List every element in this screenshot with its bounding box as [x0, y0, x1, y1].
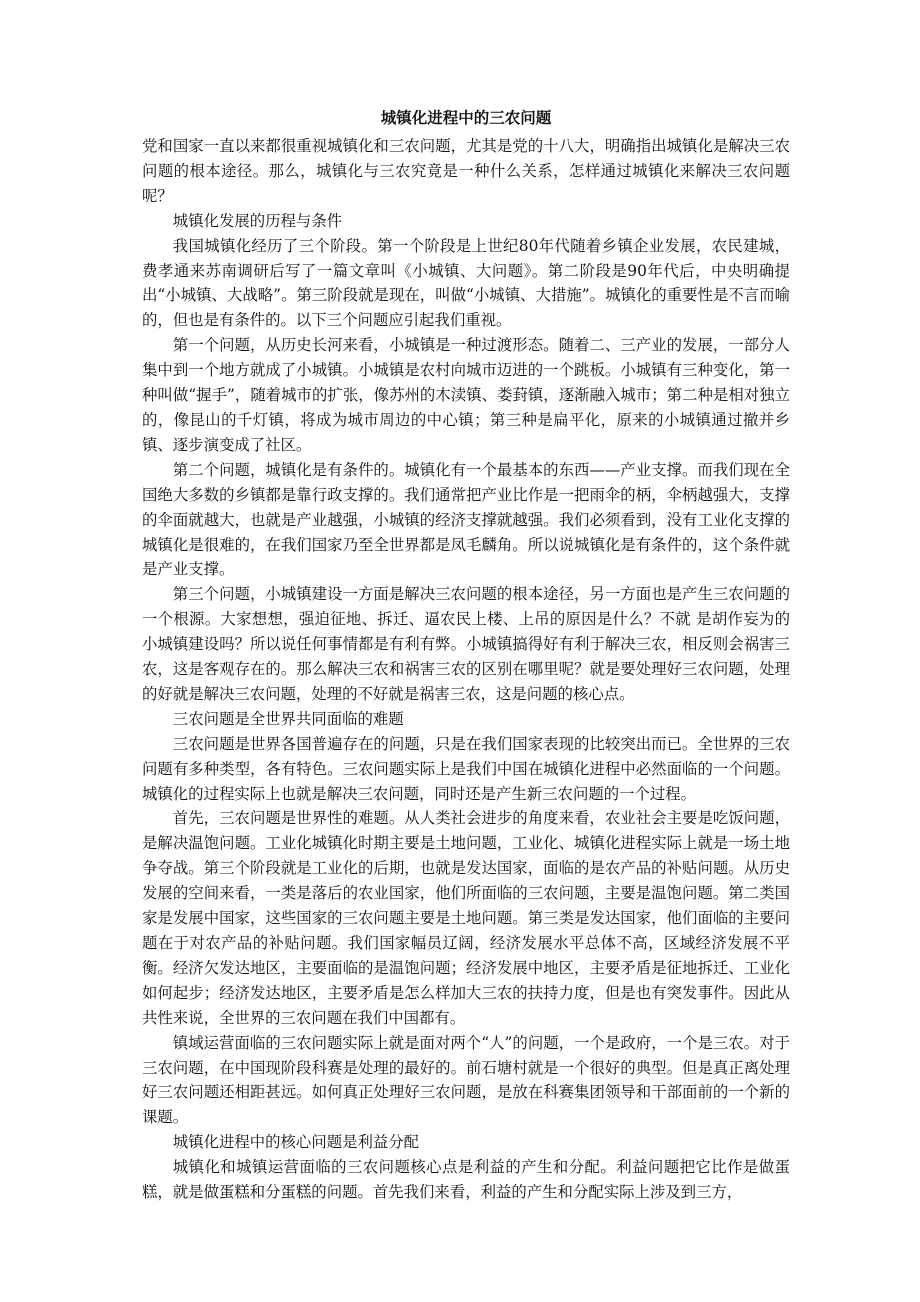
paragraph-stages: 我国城镇化经历了三个阶段。第一个阶段是上世纪80年代随着乡镇企业发展，农民建城，费孝通来苏南调研后写了一篇文章叫《小城镇、大问题》。第二阶段是90年代后，中央明确提出“小城镇、大战略”。第三阶段就是现在，叫做“小城镇、大措施”。城镇化的重要性是不言而喻的，但也是有条件的。以下三个问题应引起我们重视。: [142, 236, 790, 330]
paragraph-second-issue: 第二个问题，城镇化是有条件的。城镇化有一个最基本的东西——产业支撑。而我们现在全国绝大多数的乡镇都是靠行政支撑的。我们通常把产业比作是一把雨伞的柄，伞柄越强大，支撑的伞面就越大，也就是产业越强，小城镇的经济支撑就越强。我们必须看到，没有工业化支撑的城镇化是很难的，在我们国家乃至全世界都是凤毛麟角。所以说城镇化是有条件的，这个条件就是产业支撑。: [142, 460, 790, 579]
paragraph-town-operation: 镇域运营面临的三农问题实际上就是面对两个“人”的问题，一个是政府，一个是三农。对于三农问题，在中国现阶段科赛是处理的最好的。前石塘村就是一个很好的典型。但是真正离处理好三农问题还相距甚远。如何真正处理好三农问题，是放在科赛集团领导和干部面前的一个新的课题。: [142, 1033, 790, 1127]
paragraph-global-detail: 首先，三农问题是世界性的难题。从人类社会进步的角度来看，农业社会主要是吃饭问题，是解决温饱问题。工业化城镇化时期主要是土地问题，工业化、城镇化进程实际上就是一场土地争夺战。第三个阶段就是工业化的后期，也就是发达国家，面临的是农产品的补贴问题。从历史发展的空间来看，一类是落后的农业国家，他们所面临的三农问题，主要是温饱问题。第二类国家是发展中国家，这些国家的三农问题主要是土地问题。第三类是发达国家，他们面临的主要问题在于对农产品的补贴问题。我们国家幅员辽阔，经济发展水平总体不高，区域经济发展不平衡。经济欠发达地区，主要面临的是温饱问题；经济发展中地区，主要矛盾是征地拆迁、工业化如何起步；经济发达地区，主要矛盾是怎么样加大三农的扶持力度，但是也有突发事件。因此从共性来说，全世界的三农问题在我们中国都有。: [142, 809, 790, 1027]
intro-paragraph: 党和国家一直以来都很重视城镇化和三农问题，尤其是党的十八大，明确指出城镇化是解决三农问题的根本途径。那么，城镇化与三农究竟是一种什么关系，怎样通过城镇化来解决三农问题呢？: [142, 137, 790, 205]
section-heading-interest: 城镇化进程中的核心问题是利益分配: [172, 1133, 420, 1152]
section-heading-global: 三农问题是全世界共同面临的难题: [172, 709, 404, 728]
section-heading-history: 城镇化发展的历程与条件: [172, 211, 343, 230]
document-page: [142, 108, 790, 1205]
paragraph-interest: 城镇化和城镇运营面临的三农问题核心点是利益的产生和分配。利益问题把它比作是做蛋糕，就是做蛋糕和分蛋糕的问题。首先我们来看，利益的产生和分配实际上涉及到三方，: [142, 1158, 790, 1202]
paragraph-global-overview: 三农问题是世界各国普遍存在的问题，只是在我们国家表现的比较突出而已。全世界的三农问题有多种类型，各有特色。三农问题实际上是我们中国在城镇化进程中必然面临的一个问题。城镇化的过程实际上也就是解决三农问题，同时还是产生新三农问题的一个过程。: [142, 734, 790, 803]
document-title: 城镇化进程中的三农问题: [380, 108, 552, 127]
paragraph-first-issue: 第一个问题，从历史长河来看，小城镇是一种过渡形态。随着二、三产业的发展，一部分人集中到一个地方就成了小城镇。小城镇是农村向城市迈进的一个跳板。小城镇有三种变化，第一种叫做“握手”，随着城市的扩张，像苏州的木渎镇、娄葑镇，逐渐融入城市；第二种是相对独立的，像昆山的千灯镇，将成为城市周边的中心镇；第三种是扁平化，原来的小城镇通过撤并乡镇、逐步演变成了社区。: [142, 336, 790, 454]
paragraph-third-issue: 第三个问题，小城镇建设一方面是解决三农问题的根本途径，另一方面也是产生三农问题的一个根源。大家想想，强迫征地、拆迁、逼农民上楼、上吊的原因是什么？不就 是胡作妄为的小城镇建设吗？所以说任何事情都是有利有弊。小城镇搞得好有利于解决三农，相反则会祸害三农，这是客观存在的。那么解决三农和祸害三农的区别在哪里呢？就是要处理好三农问题，处理的好就是解决三农问题，处理的不好就是祸害三农，这是问题的核心点。: [142, 585, 790, 703]
